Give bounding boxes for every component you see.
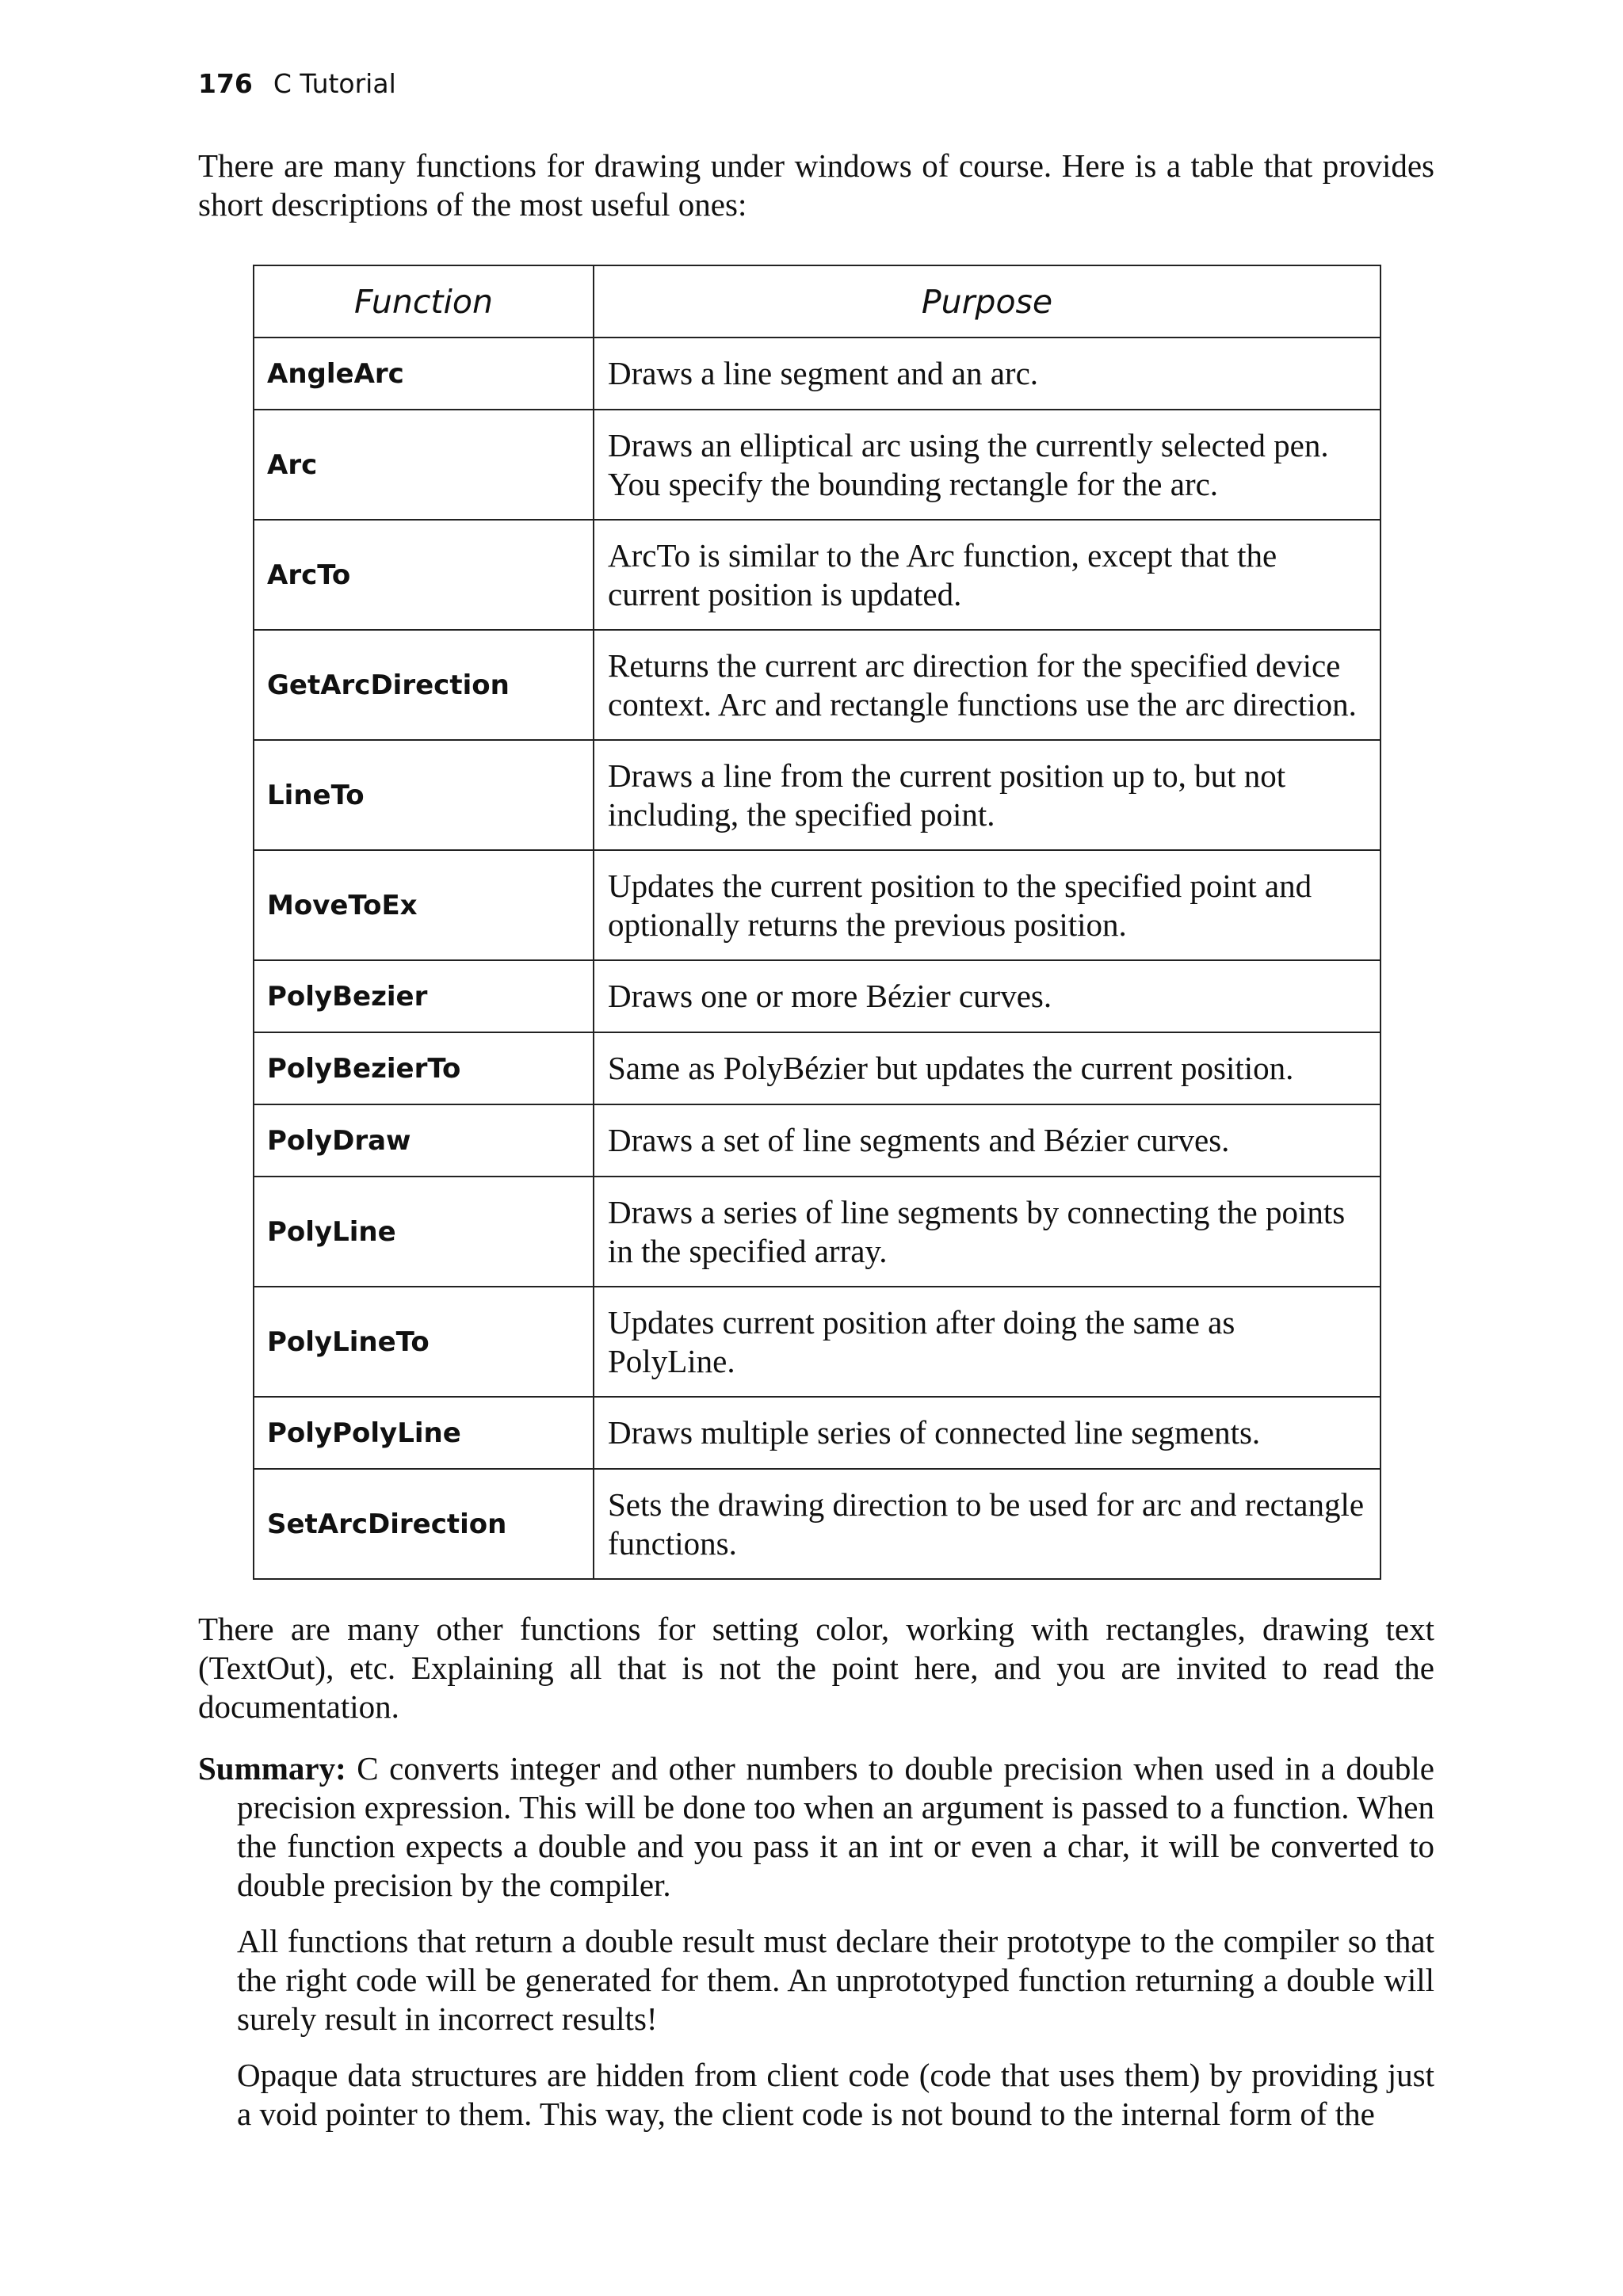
function-name: GetArcDirection <box>254 630 594 740</box>
function-name: MoveToEx <box>254 850 594 960</box>
summary-paragraph-1 <box>198 1749 1434 1905</box>
summary-paragraph-3: Opaque data structures are hidden from client code (code that uses them) by providing just a void pointer to them. This way, the client code is not bound to the internal form of the <box>237 2057 1434 2132</box>
function-purpose: Same as PolyBézier but updates the current position. <box>594 1032 1381 1104</box>
function-name: Arc <box>254 410 594 520</box>
table-row <box>254 630 1381 740</box>
table-row <box>254 740 1381 850</box>
drawing-functions-table <box>253 265 1381 1580</box>
table-row <box>254 520 1381 630</box>
summary-paragraph-2: All functions that return a double result must declare their prototype to the compiler so that the right code will be generated for them. An unprototyped function returning a double will surely result in incorrect results! <box>237 1923 1434 2037</box>
function-purpose: Draws an elliptical arc using the currently selected pen. You specify the bounding rectangle for the arc. <box>594 410 1381 520</box>
function-purpose: Updates the current position to the specified point and optionally returns the previous position. <box>594 850 1381 960</box>
intro-paragraph: There are many functions for drawing under windows of course. Here is a table that provides short descriptions of the most useful ones: <box>198 147 1434 223</box>
function-purpose: Returns the current arc direction for the specified device context. Arc and rectangle functions use the arc direction. <box>594 630 1381 740</box>
after-table-paragraph: There are many other functions for setting color, working with rectangles, drawing text (TextOut), etc. Explaining all that is not the point here, and you are invited to read the documentation. <box>198 1611 1434 1725</box>
function-purpose: Draws a series of line segments by connecting the points in the specified array. <box>594 1177 1381 1287</box>
table-row <box>254 1397 1381 1469</box>
summary-text-1: C converts integer and other numbers to double precision when used in a double precision expression. This will be done too when an argument is passed to a function. When the function expects a double and you pass it an int or even a char, it will be converted to double precision by the compiler. <box>237 1750 1434 1903</box>
function-purpose: Draws a line segment and an arc. <box>594 338 1381 410</box>
function-name: PolyBezier <box>254 960 594 1032</box>
function-purpose: Draws a line from the current position up to, but not including, the specified point. <box>594 740 1381 850</box>
running-title: C Tutorial <box>273 68 396 99</box>
function-name: PolyDraw <box>254 1104 594 1177</box>
table-row <box>254 1177 1381 1287</box>
function-purpose: Draws one or more Bézier curves. <box>594 960 1381 1032</box>
table-row <box>254 1287 1381 1397</box>
function-name: PolyBezierTo <box>254 1032 594 1104</box>
function-purpose: Sets the drawing direction to be used for arc and rectangle functions. <box>594 1469 1381 1579</box>
function-purpose: Updates current position after doing the same as PolyLine. <box>594 1287 1381 1397</box>
function-purpose: ArcTo is similar to the Arc function, except that the current position is updated. <box>594 520 1381 630</box>
table-row <box>254 410 1381 520</box>
header-purpose: Purpose <box>594 265 1381 338</box>
running-header <box>198 68 396 100</box>
function-name: PolyPolyLine <box>254 1397 594 1469</box>
function-name: LineTo <box>254 740 594 850</box>
table-row <box>254 338 1381 410</box>
header-function: Function <box>254 265 594 338</box>
table-row <box>254 960 1381 1032</box>
summary-block <box>198 1749 1434 2134</box>
function-name: SetArcDirection <box>254 1469 594 1579</box>
table-row <box>254 1469 1381 1579</box>
table-header-row <box>254 265 1381 338</box>
summary-lead: Summary: <box>198 1750 346 1787</box>
function-purpose: Draws a set of line segments and Bézier curves. <box>594 1104 1381 1177</box>
table-row <box>254 1104 1381 1177</box>
function-name: PolyLine <box>254 1177 594 1287</box>
function-purpose: Draws multiple series of connected line segments. <box>594 1397 1381 1469</box>
function-name: AngleArc <box>254 338 594 410</box>
function-name: ArcTo <box>254 520 594 630</box>
page-number: 176 <box>198 68 253 99</box>
function-name: PolyLineTo <box>254 1287 594 1397</box>
table-row <box>254 1032 1381 1104</box>
table-row <box>254 850 1381 960</box>
